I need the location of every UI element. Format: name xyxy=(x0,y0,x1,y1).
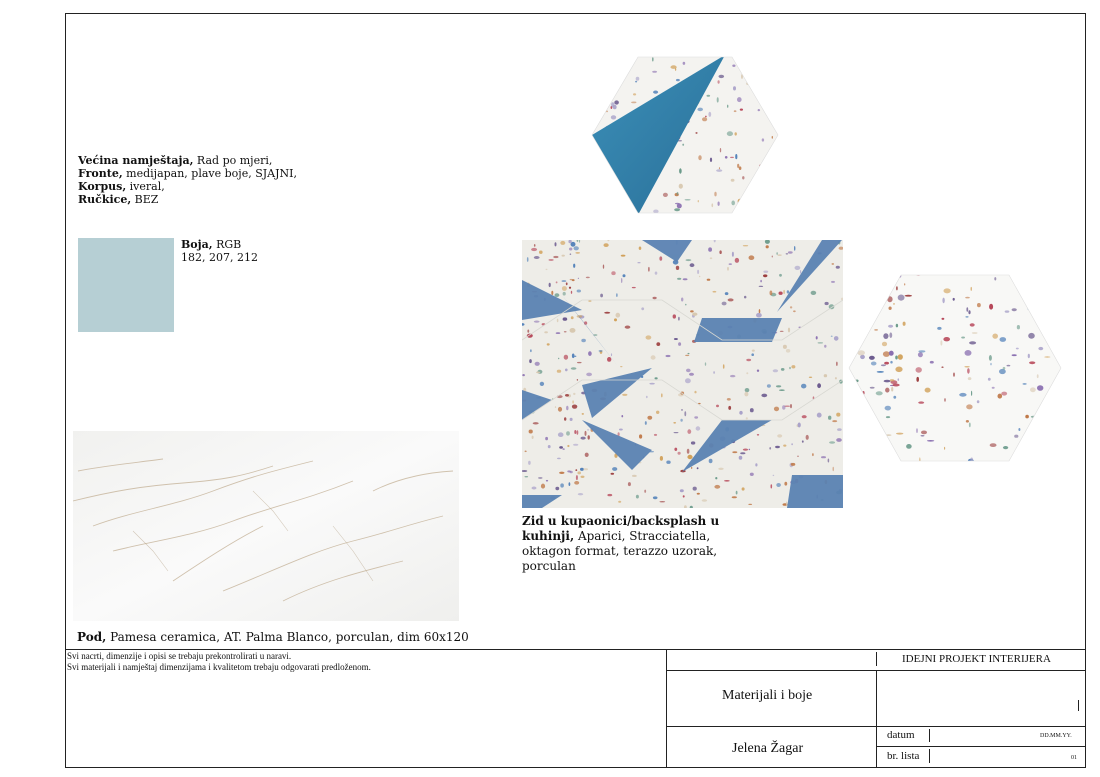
color-label-text: RGB xyxy=(212,238,242,251)
date-label: datum xyxy=(887,729,915,741)
project-tick xyxy=(876,652,877,666)
sheet-number-label: br. lista xyxy=(887,750,920,762)
hex-white-tile-image xyxy=(847,273,1063,463)
titleblock-top-line xyxy=(65,649,1086,650)
color-rgb-values: 182, 207, 212 xyxy=(181,251,258,264)
furniture-line4-text: BEZ xyxy=(131,193,159,206)
wall-pattern-image xyxy=(522,240,843,508)
marble-floor-image xyxy=(73,431,459,621)
furniture-line4-bold: Ručkice, xyxy=(78,193,132,206)
color-label-bold: Boja, xyxy=(181,238,213,251)
titleblock-note-1: Svi nacrti, dimenzije i opisi se trebaju prekontrolirati u naravi. xyxy=(67,651,292,661)
titleblock-col-line xyxy=(876,670,877,768)
floor-caption xyxy=(77,630,497,645)
date-tick xyxy=(929,729,930,742)
hex-blue-tile-image xyxy=(590,55,780,215)
titleblock-note-2: Svi materijali i namještaj dimenzijama i kvalitetom trebaju odgovarati predloženom. xyxy=(67,662,371,672)
furniture-notes xyxy=(78,154,338,206)
floor-caption-bold: Pod, xyxy=(77,630,107,644)
furniture-line3-text: iveral, xyxy=(126,180,165,193)
sheetno-tick xyxy=(929,749,930,763)
author-name: Jelena Žagar xyxy=(732,741,804,756)
sheet-title: Materijali i boje xyxy=(722,688,813,703)
project-name: IDEJNI PROJEKT INTERIJERA xyxy=(902,653,1051,665)
sheet-tick xyxy=(1078,700,1079,711)
wall-caption-text: Aparici, Stracciatella, oktagon format, terazzo uzorak, porculan xyxy=(522,529,718,573)
furniture-line2-text: medijapan, plave boje, SJAJNI, xyxy=(122,167,297,180)
wall-caption-bold: Zid u kupaonici/backsplash u kuhinji, xyxy=(522,514,720,543)
titleblock-divider xyxy=(666,649,667,768)
furniture-line1-bold: Većina namještaja, xyxy=(78,154,194,167)
floor-caption-text: Pamesa ceramica, AT. Palma Blanco, porculan, dim 60x120 xyxy=(106,630,469,644)
date-value: DD.MM.YY. xyxy=(1040,733,1072,739)
wall-caption xyxy=(522,514,762,574)
furniture-line1-text: Rad po mjeri, xyxy=(193,154,273,167)
color-notes xyxy=(181,238,301,264)
titleblock-row-line-3 xyxy=(876,746,1086,747)
furniture-line3-bold: Korpus, xyxy=(78,180,127,193)
color-swatch xyxy=(78,238,174,332)
furniture-line2-bold: Fronte, xyxy=(78,167,123,180)
sheet-number-value: 01 xyxy=(1071,755,1077,761)
